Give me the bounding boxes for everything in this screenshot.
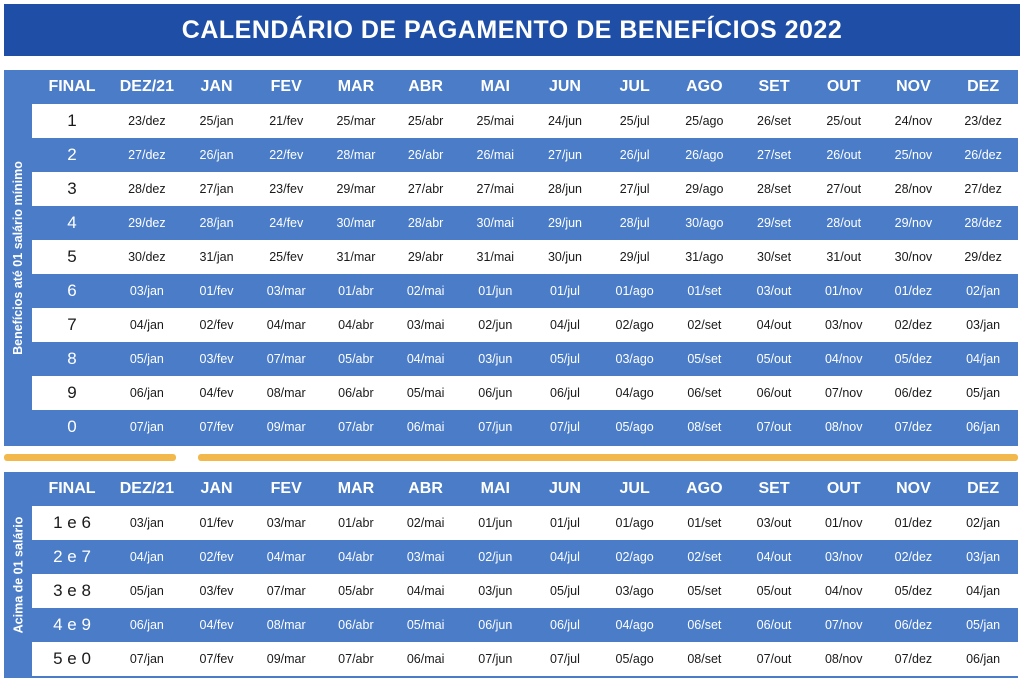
header-month: FEV — [270, 480, 302, 497]
header-month: MAI — [480, 78, 510, 95]
payment-date-cell: 29/dez — [128, 216, 166, 230]
payment-date-cell: 07/jan — [129, 652, 164, 666]
table-header-row — [32, 472, 1018, 506]
page-title: CALENDÁRIO DE PAGAMENTO DE BENEFÍCIOS 2022 — [181, 15, 843, 44]
payment-date-cell: 06/jan — [966, 652, 1001, 666]
payment-date-cell: 07/abr — [338, 652, 374, 666]
payment-date-cell: 02/fev — [199, 550, 234, 564]
payment-date-cell: 08/nov — [824, 420, 863, 434]
payment-date-cell: 30/dez — [128, 250, 166, 264]
payment-date-cell: 08/mar — [266, 618, 306, 632]
payment-date-cell: 09/mar — [266, 420, 306, 434]
payment-date-cell: 29/set — [757, 216, 792, 230]
payment-date-cell: 03/jan — [129, 284, 164, 298]
payment-date-cell: 25/mar — [336, 114, 376, 128]
payment-date-cell: 05/jan — [129, 584, 164, 598]
header-month: OUT — [826, 78, 861, 95]
payment-date-cell: 09/mar — [266, 652, 306, 666]
table-row — [32, 642, 1018, 676]
side-label-minimum-wage: Benefícios até 01 salário mínimo — [11, 161, 26, 355]
payment-date-cell: 04/jul — [550, 318, 580, 332]
payment-date-cell: 28/jul — [619, 216, 650, 230]
payment-date-cell: 08/set — [687, 420, 722, 434]
payment-date-cell: 06/jan — [129, 386, 164, 400]
payment-date-cell: 30/mar — [336, 216, 376, 230]
payment-date-cell: 05/jan — [966, 618, 1001, 632]
payment-date-cell: 02/ago — [615, 318, 654, 332]
payment-date-cell: 24/jun — [547, 114, 582, 128]
header-month: DEZ/21 — [119, 78, 174, 95]
payment-date-cell: 27/dez — [128, 148, 166, 162]
side-label-above-minimum: Acima de 01 salário — [11, 516, 26, 634]
header-month: JUL — [619, 480, 650, 497]
payment-date-cell: 29/nov — [894, 216, 933, 230]
side-label-container — [4, 70, 32, 446]
header-month: DEZ — [967, 480, 1000, 497]
payment-date-cell: 05/out — [756, 584, 792, 598]
payment-date-cell: 07/jun — [478, 652, 513, 666]
payment-date-cell: 23/dez — [128, 114, 166, 128]
payment-date-cell: 01/fev — [199, 284, 234, 298]
payment-date-cell: 23/fev — [269, 182, 304, 196]
payment-date-cell: 26/set — [757, 114, 792, 128]
payment-date-cell: 28/set — [757, 182, 792, 196]
payment-date-cell: 07/dez — [894, 652, 933, 666]
payment-date-cell: 08/nov — [824, 652, 863, 666]
payment-date-cell: 07/nov — [824, 618, 863, 632]
table-header-row — [32, 70, 1018, 104]
table-row — [32, 138, 1018, 172]
payment-date-cell: 26/out — [826, 148, 862, 162]
payment-date-cell: 28/jan — [199, 216, 234, 230]
payment-date-cell: 06/jul — [550, 386, 580, 400]
side-label-container — [4, 472, 32, 678]
final-digit-cell: 6 — [67, 281, 77, 300]
payment-date-cell: 01/set — [687, 284, 722, 298]
header-month: FEV — [270, 78, 302, 95]
payment-date-cell: 01/nov — [824, 516, 863, 530]
header-month: JAN — [200, 78, 233, 95]
payment-date-cell: 03/nov — [824, 550, 863, 564]
table-up-to-minimum-wage — [4, 70, 1018, 446]
final-digit-cell: 8 — [67, 349, 77, 368]
payment-date-cell: 02/jan — [966, 516, 1001, 530]
payment-date-cell: 27/set — [757, 148, 792, 162]
table-grid — [32, 70, 1018, 444]
payment-date-cell: 29/jun — [547, 216, 582, 230]
header-month: MAI — [480, 480, 510, 497]
table-row — [32, 540, 1018, 574]
final-digit-cell: 4 e 9 — [53, 615, 91, 634]
payment-date-cell: 06/jan — [129, 618, 164, 632]
payment-date-cell: 06/abr — [338, 618, 374, 632]
payment-date-cell: 06/jun — [478, 386, 513, 400]
payment-date-cell: 01/set — [687, 516, 722, 530]
payment-date-cell: 25/jan — [199, 114, 234, 128]
payment-date-cell: 04/nov — [824, 352, 863, 366]
payment-date-cell: 01/jun — [478, 284, 513, 298]
payment-date-cell: 05/jan — [966, 386, 1001, 400]
payment-date-cell: 03/out — [756, 516, 792, 530]
payment-date-cell: 01/nov — [824, 284, 863, 298]
payment-date-cell: 01/dez — [894, 284, 933, 298]
payment-date-cell: 03/ago — [615, 352, 654, 366]
payment-date-cell: 05/dez — [894, 584, 933, 598]
payment-date-cell: 06/jun — [478, 618, 513, 632]
payment-date-cell: 07/fev — [199, 652, 234, 666]
payment-date-cell: 27/jan — [199, 182, 234, 196]
payment-date-cell: 25/fev — [269, 250, 304, 264]
payment-date-cell: 07/out — [756, 652, 792, 666]
payment-date-cell: 05/jan — [129, 352, 164, 366]
table-row — [32, 206, 1018, 240]
payment-date-cell: 05/ago — [615, 652, 654, 666]
payment-date-cell: 25/out — [826, 114, 862, 128]
payment-date-cell: 03/jan — [129, 516, 164, 530]
payment-date-cell: 29/dez — [964, 250, 1002, 264]
payment-date-cell: 01/jun — [478, 516, 513, 530]
header-month: JAN — [200, 480, 233, 497]
payment-date-cell: 02/jun — [478, 550, 513, 564]
payment-date-cell: 02/set — [687, 550, 722, 564]
payment-date-cell: 06/mai — [406, 652, 445, 666]
header-month: MAR — [337, 78, 375, 95]
table-row — [32, 376, 1018, 410]
table-grid — [32, 472, 1018, 676]
payment-date-cell: 24/nov — [894, 114, 933, 128]
title-banner — [4, 4, 1020, 56]
payment-date-cell: 04/out — [756, 318, 792, 332]
divider-right — [198, 454, 1018, 461]
header-month: SET — [758, 480, 790, 497]
payment-date-cell: 05/abr — [338, 584, 374, 598]
payment-date-cell: 05/mai — [406, 386, 445, 400]
payment-date-cell: 30/set — [757, 250, 792, 264]
final-digit-cell: 5 e 0 — [53, 649, 91, 668]
payment-date-cell: 25/abr — [407, 114, 444, 128]
payment-date-cell: 28/dez — [128, 182, 166, 196]
payment-date-cell: 04/jan — [129, 318, 164, 332]
payment-date-cell: 28/abr — [407, 216, 444, 230]
payment-date-cell: 02/jun — [478, 318, 513, 332]
payment-date-cell: 06/out — [756, 618, 792, 632]
final-digit-cell: 1 — [67, 111, 77, 130]
payment-date-cell: 03/mar — [266, 284, 306, 298]
payment-date-cell: 06/jan — [966, 420, 1001, 434]
payment-date-cell: 04/out — [756, 550, 792, 564]
header-month: NOV — [896, 78, 931, 95]
header-month: OUT — [826, 480, 861, 497]
payment-date-cell: 03/fev — [199, 352, 234, 366]
payment-date-cell: 01/jul — [550, 284, 580, 298]
final-digit-cell: 7 — [67, 315, 77, 334]
payment-date-cell: 03/jan — [966, 550, 1001, 564]
payment-date-cell: 04/fev — [199, 386, 234, 400]
payment-date-cell: 07/abr — [338, 420, 374, 434]
payment-date-cell: 29/jul — [619, 250, 650, 264]
table-row — [32, 308, 1018, 342]
payment-date-cell: 03/nov — [824, 318, 863, 332]
payment-date-cell: 26/dez — [964, 148, 1002, 162]
header-month: JUN — [548, 78, 581, 95]
table-row — [32, 608, 1018, 642]
payment-date-cell: 03/mai — [406, 318, 445, 332]
payment-date-cell: 07/nov — [824, 386, 863, 400]
payment-date-cell: 07/dez — [894, 420, 933, 434]
payment-date-cell: 27/abr — [407, 182, 444, 196]
payment-date-cell: 08/set — [687, 652, 722, 666]
payment-date-cell: 28/out — [826, 216, 862, 230]
payment-date-cell: 07/fev — [199, 420, 234, 434]
header-month: MAR — [337, 480, 375, 497]
payment-date-cell: 07/out — [756, 420, 792, 434]
payment-date-cell: 29/mar — [336, 182, 376, 196]
header-month: JUL — [619, 78, 650, 95]
payment-date-cell: 29/abr — [407, 250, 444, 264]
payment-date-cell: 30/ago — [685, 216, 724, 230]
payment-date-cell: 05/out — [756, 352, 792, 366]
payment-date-cell: 27/dez — [964, 182, 1002, 196]
payment-date-cell: 04/jan — [966, 584, 1001, 598]
payment-date-cell: 22/fev — [269, 148, 304, 162]
payment-date-cell: 29/ago — [685, 182, 724, 196]
payment-date-cell: 02/mai — [406, 284, 445, 298]
payment-date-cell: 04/fev — [199, 618, 234, 632]
payment-date-cell: 07/jun — [478, 420, 513, 434]
payment-date-cell: 04/jan — [966, 352, 1001, 366]
payment-date-cell: 07/mar — [266, 352, 306, 366]
payment-date-cell: 25/nov — [894, 148, 933, 162]
final-digit-cell: 2 e 7 — [53, 547, 91, 566]
payment-date-cell: 28/dez — [964, 216, 1002, 230]
table-row — [32, 410, 1018, 444]
payment-date-cell: 03/ago — [615, 584, 654, 598]
payment-date-cell: 01/dez — [894, 516, 933, 530]
header-month: JUN — [548, 480, 581, 497]
payment-date-cell: 27/mai — [476, 182, 515, 196]
header-month: ABR — [408, 480, 443, 497]
payment-date-cell: 07/jul — [550, 420, 580, 434]
payment-date-cell: 26/jul — [619, 148, 650, 162]
payment-date-cell: 30/jun — [547, 250, 582, 264]
header-month: SET — [758, 78, 790, 95]
payment-date-cell: 01/abr — [338, 516, 374, 530]
payment-date-cell: 31/mai — [476, 250, 515, 264]
payment-date-cell: 03/jun — [478, 352, 513, 366]
payment-date-cell: 21/fev — [269, 114, 304, 128]
payment-date-cell: 02/mai — [406, 516, 445, 530]
payment-date-cell: 04/mar — [266, 318, 306, 332]
final-digit-cell: 1 e 6 — [53, 513, 91, 532]
payment-date-cell: 04/nov — [824, 584, 863, 598]
payment-date-cell: 31/ago — [685, 250, 724, 264]
table-row — [32, 574, 1018, 608]
table-row — [32, 506, 1018, 540]
header-month: AGO — [686, 480, 723, 497]
final-digit-cell: 9 — [67, 383, 77, 402]
payment-date-cell: 04/mai — [406, 352, 445, 366]
payment-date-cell: 02/set — [687, 318, 722, 332]
payment-date-cell: 06/out — [756, 386, 792, 400]
table-row — [32, 240, 1018, 274]
payment-date-cell: 05/jul — [550, 352, 580, 366]
final-digit-cell: 4 — [67, 213, 77, 232]
payment-date-cell: 01/ago — [615, 516, 654, 530]
payment-date-cell: 27/jun — [547, 148, 582, 162]
payment-date-cell: 07/jul — [550, 652, 580, 666]
payment-date-cell: 31/out — [826, 250, 862, 264]
payment-date-cell: 04/mar — [266, 550, 306, 564]
payment-date-cell: 06/dez — [894, 386, 933, 400]
header-month: DEZ/21 — [119, 480, 174, 497]
payment-date-cell: 05/dez — [894, 352, 933, 366]
payment-date-cell: 04/mai — [406, 584, 445, 598]
payment-date-cell: 06/set — [687, 386, 722, 400]
final-digit-cell: 5 — [67, 247, 77, 266]
payment-date-cell: 03/out — [756, 284, 792, 298]
payment-date-cell: 03/mar — [266, 516, 306, 530]
final-digit-cell: 3 e 8 — [53, 581, 91, 600]
table-row — [32, 342, 1018, 376]
payment-date-cell: 02/fev — [199, 318, 234, 332]
divider-left — [4, 454, 176, 461]
payment-date-cell: 31/mar — [336, 250, 376, 264]
payment-date-cell: 02/ago — [615, 550, 654, 564]
payment-date-cell: 02/dez — [894, 550, 933, 564]
table-row — [32, 104, 1018, 138]
payment-date-cell: 26/jan — [199, 148, 234, 162]
table-row — [32, 274, 1018, 308]
header-final: FINAL — [48, 78, 96, 95]
payment-date-cell: 26/abr — [407, 148, 444, 162]
payment-date-cell: 06/mai — [406, 420, 445, 434]
payment-date-cell: 07/jan — [129, 420, 164, 434]
final-digit-cell: 2 — [67, 145, 77, 164]
header-month: AGO — [686, 78, 723, 95]
payment-date-cell: 04/abr — [338, 318, 374, 332]
payment-date-cell: 02/jan — [966, 284, 1001, 298]
payment-date-cell: 04/jul — [550, 550, 580, 564]
payment-date-cell: 04/jan — [129, 550, 164, 564]
payment-date-cell: 23/dez — [964, 114, 1002, 128]
payment-date-cell: 25/jul — [619, 114, 650, 128]
payment-date-cell: 27/out — [826, 182, 862, 196]
payment-date-cell: 01/jul — [550, 516, 580, 530]
payment-date-cell: 03/jan — [966, 318, 1001, 332]
payment-date-cell: 03/fev — [199, 584, 234, 598]
payment-date-cell: 05/abr — [338, 352, 374, 366]
payment-date-cell: 24/fev — [269, 216, 304, 230]
header-month: NOV — [896, 480, 931, 497]
final-digit-cell: 0 — [67, 417, 77, 436]
payment-date-cell: 30/mai — [476, 216, 515, 230]
final-digit-cell: 3 — [67, 179, 77, 198]
header-month: DEZ — [967, 78, 1000, 95]
payment-date-cell: 28/mar — [336, 148, 376, 162]
payment-date-cell: 27/jul — [619, 182, 650, 196]
header-month: ABR — [408, 78, 443, 95]
payment-date-cell: 28/jun — [547, 182, 582, 196]
payment-date-cell: 30/nov — [894, 250, 933, 264]
payment-date-cell: 05/mai — [406, 618, 445, 632]
payment-date-cell: 04/ago — [615, 386, 654, 400]
payment-date-cell: 01/fev — [199, 516, 234, 530]
payment-date-cell: 04/ago — [615, 618, 654, 632]
payment-date-cell: 05/jul — [550, 584, 580, 598]
payment-date-cell: 25/ago — [685, 114, 724, 128]
payment-date-cell: 01/abr — [338, 284, 374, 298]
payment-date-cell: 02/dez — [894, 318, 933, 332]
payment-date-cell: 06/jul — [550, 618, 580, 632]
payment-date-cell: 06/abr — [338, 386, 374, 400]
header-final: FINAL — [48, 480, 96, 497]
payment-date-cell: 26/ago — [685, 148, 724, 162]
table-above-minimum-wage — [4, 472, 1018, 678]
payment-date-cell: 25/mai — [476, 114, 515, 128]
payment-date-cell: 08/mar — [266, 386, 306, 400]
payment-date-cell: 26/mai — [476, 148, 515, 162]
payment-date-cell: 28/nov — [894, 182, 933, 196]
payment-date-cell: 31/jan — [199, 250, 234, 264]
payment-date-cell: 05/set — [687, 352, 722, 366]
payment-date-cell: 06/set — [687, 618, 722, 632]
table-row — [32, 172, 1018, 206]
payment-date-cell: 05/ago — [615, 420, 654, 434]
payment-date-cell: 03/mai — [406, 550, 445, 564]
payment-date-cell: 04/abr — [338, 550, 374, 564]
payment-date-cell: 06/dez — [894, 618, 933, 632]
payment-date-cell: 05/set — [687, 584, 722, 598]
payment-date-cell: 01/ago — [615, 284, 654, 298]
payment-date-cell: 07/mar — [266, 584, 306, 598]
payment-date-cell: 03/jun — [478, 584, 513, 598]
